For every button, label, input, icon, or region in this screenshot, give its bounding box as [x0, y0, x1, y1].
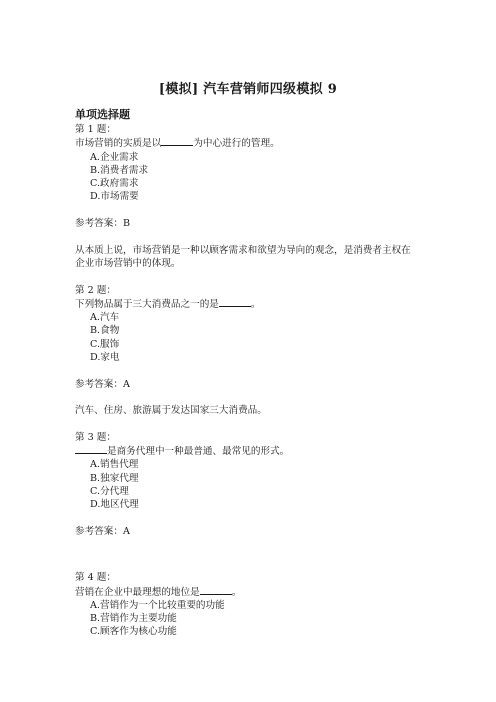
question-1-stem: [75, 136, 435, 150]
question-4-stem-pre: 营销在企业中最理想的地位是: [75, 586, 200, 598]
question-3-answer: 参考答案：A: [75, 525, 130, 537]
question-2-answer: 参考答案：A: [75, 378, 130, 390]
question-4-stem: [75, 585, 435, 599]
question-1-number: 第 1 题：: [75, 124, 116, 135]
question-3-option-d: D.地区代理: [90, 499, 139, 511]
question-2-option-d: D.家电: [90, 352, 120, 364]
question-1-explanation-line-1: 从本质上说，市场营销是一种以顾客需求和欲望为导向的观念，是消费者主权在: [75, 244, 411, 256]
question-2-number: 第 2 题：: [75, 284, 116, 296]
question-1-stem-pre: 市场营销的实质是以: [75, 138, 162, 150]
question-1-option-a: A.企业需求: [90, 151, 139, 163]
question-1-option-c: C.政府需求: [90, 178, 139, 190]
answer-blank: [75, 444, 107, 454]
answer-blank: [200, 585, 232, 595]
document-title: [模拟] 汽车营销师四级模拟 9: [158, 82, 338, 97]
question-1-option-d: D.市场需要: [90, 191, 139, 203]
question-1-option-b: B.消费者需求: [90, 164, 149, 176]
question-3-option-b: B.独家代理: [90, 472, 139, 484]
question-1-explanation-line-2: 企业市场营销中的体现。: [75, 257, 181, 269]
question-3-option-a: A.销售代理: [90, 459, 139, 471]
question-3-number: 第 3 题：: [75, 431, 116, 443]
question-2-option-c: C.服饰: [90, 338, 120, 350]
question-1-stem-post: 为中心进行的管理。: [193, 138, 280, 150]
question-2-option-b: B.食物: [90, 325, 120, 337]
question-3-stem-post: 是商务代理中一种最普通、最常见的形式。: [107, 446, 290, 458]
question-2-explanation: 汽车、住房、旅游属于发达国家三大消费品。: [75, 405, 267, 417]
document-body: [75, 108, 435, 639]
answer-blank: [219, 297, 251, 307]
question-4-option-a: A.营销作为一个比较重要的功能: [90, 599, 225, 611]
question-3-option-c: C.分代理: [90, 486, 129, 498]
section-title: 单项选择题: [75, 108, 130, 121]
question-1-answer: 参考答案：B: [75, 218, 131, 230]
question-4-option-b: B.营销作为主要功能: [90, 613, 177, 625]
question-2-stem: [75, 297, 435, 311]
question-4-number: 第 4 题：: [75, 572, 116, 584]
question-4-stem-post: 。: [231, 586, 242, 598]
answer-blank: [161, 136, 193, 146]
question-2-option-a: A.汽车: [90, 312, 120, 324]
question-2-stem-post: 。: [250, 298, 261, 310]
question-4-option-c: C.顾客作为核心功能: [90, 626, 177, 638]
question-3-stem: [75, 444, 435, 458]
question-2-stem-pre: 下列物品属于三大消费品之一的是: [75, 298, 219, 310]
